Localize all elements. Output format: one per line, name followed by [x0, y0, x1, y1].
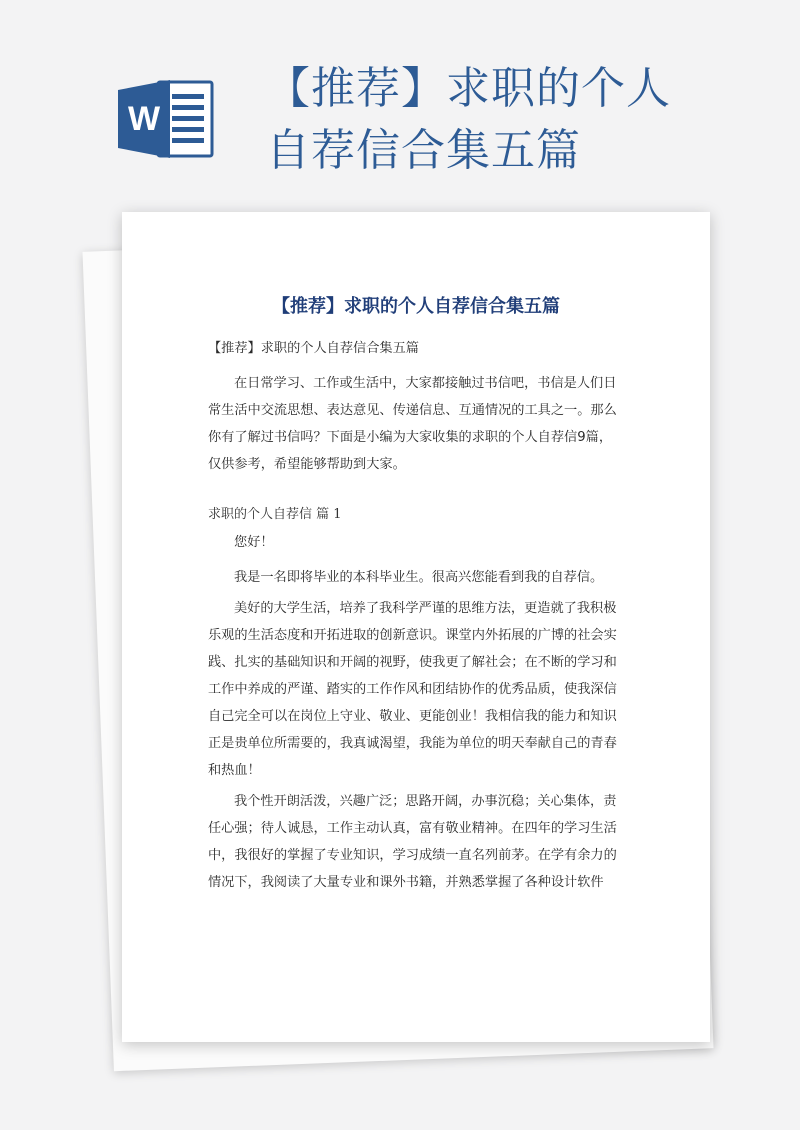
section-heading: 求职的个人自荐信 篇 1: [208, 507, 342, 522]
greeting: 您好！: [234, 535, 274, 550]
document-subtitle: 【推荐】求职的个人自荐信合集五篇: [208, 341, 419, 356]
document-body: [208, 338, 618, 900]
body-paragraph-2: 美好的大学生活，培养了我科学严谨的思维方法，更造就了我积极乐观的生活态度和开拓进取的创新意识。课堂内外拓展的广博的社会实践、扎实的基础知识和开阔的视野，使我更了解社会；在不断的学习和工作中养成的严谨、踏实的工作作风和团结协作的优秀品质，使我深信自己完全可以在岗位上守业、敬业、更能创业！我相信我的能力和知识正是贵单位所需要的，我真诚渴望，我能为单位的明天奉献自己的青春和热血！: [208, 601, 617, 778]
logo-letter: W: [127, 100, 161, 138]
page-title: 【推荐】求职的个人自荐信合集五篇: [266, 63, 671, 176]
body-paragraph-1: 我是一名即将毕业的本科毕业生。很高兴您能看到我的自荐信。: [234, 570, 604, 585]
word-document-icon: [118, 78, 216, 160]
document-page: [122, 212, 710, 1042]
body-paragraph-3: 我个性开朗活泼，兴趣广泛；思路开阔，办事沉稳；关心集体，责任心强；待人诚恳，工作主动认真，富有敬业精神。在四年的学习生活中，我很好的掌握了专业知识，学习成绩一直名列前茅。在学有余力的情况下，我阅读了大量专业和课外书籍，并熟悉掌握了各种设计软件: [208, 794, 617, 890]
intro-paragraph: 在日常学习、工作或生活中，大家都接触过书信吧，书信是人们日常生活中交流思想、表达意见、传递信息、互通情况的工具之一。那么你有了解过书信吗？下面是小编为大家收集的求职的个人自荐信9篇，仅供参考，希望能够帮助到大家。: [208, 376, 617, 472]
document-title: 【推荐】求职的个人自荐信合集五篇: [272, 296, 560, 317]
